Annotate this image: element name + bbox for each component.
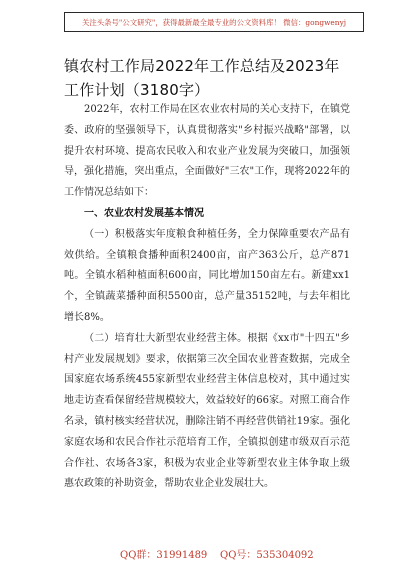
section-heading: 一、农业农村发展基本情况 [84, 207, 204, 219]
document-body [64, 100, 350, 495]
body-paragraph: （一）积极落实年度粮食种植任务，全力保障重要农产品有效供给。全镇粮食播种面积2400亩，亩产363公斤，总产871吨。全镇水稻种植面积600亩，同比增加150亩左右。新建xx1个，全镇蔬菜播种面积5500亩，总产量35152吨，与去年相比增长8%。 [64, 228, 350, 323]
document-title: 镇农村工作局2022年工作总结及2023年工作计划（3180字） [64, 57, 340, 99]
intro-paragraph: 2022年，农村工作局在区农业农村局的关心支持下，在镇党委、政府的坚强领导下，认真贯彻落实"乡村振兴战略"部署，以提升农村环境、提高农民收入和农业产业发展为突破口，加强领导，强化措施，突出重点，全面做好"三农"工作，现将2022年的工作情况总结如下： [64, 104, 350, 199]
qq-number-text: QQ号：535304092 [220, 550, 314, 561]
header-banner: 关注头条号"公文研究"，获得最新最全最专业的公文资料库！ 微信：gongwenyj [64, 12, 364, 32]
body-paragraph: （二）培育壮大新型农业经营主体。根据《xx市"十四五"乡村产业发展规划》要求，依据第三次全国农业普查数据，完成全国家庭农场系统455家新型农业经营主体信息校对，其中通过实地走访查看保留经营规模较大，效益较好的66家。对照工商合作名录，镇村核实经营状况，删除注销不再经营供销社19家。强化家庭农场和农民合作社示范培育工作，全镇拟创建市级双百示范合作社、农场各3家，积极为农业企业等新型农业主体争取上级惠农政策的补助资金，帮助农业企业发展壮大。 [64, 332, 350, 490]
qq-group-text: QQ群：31991489 [120, 550, 208, 561]
footer-contact [0, 542, 408, 566]
